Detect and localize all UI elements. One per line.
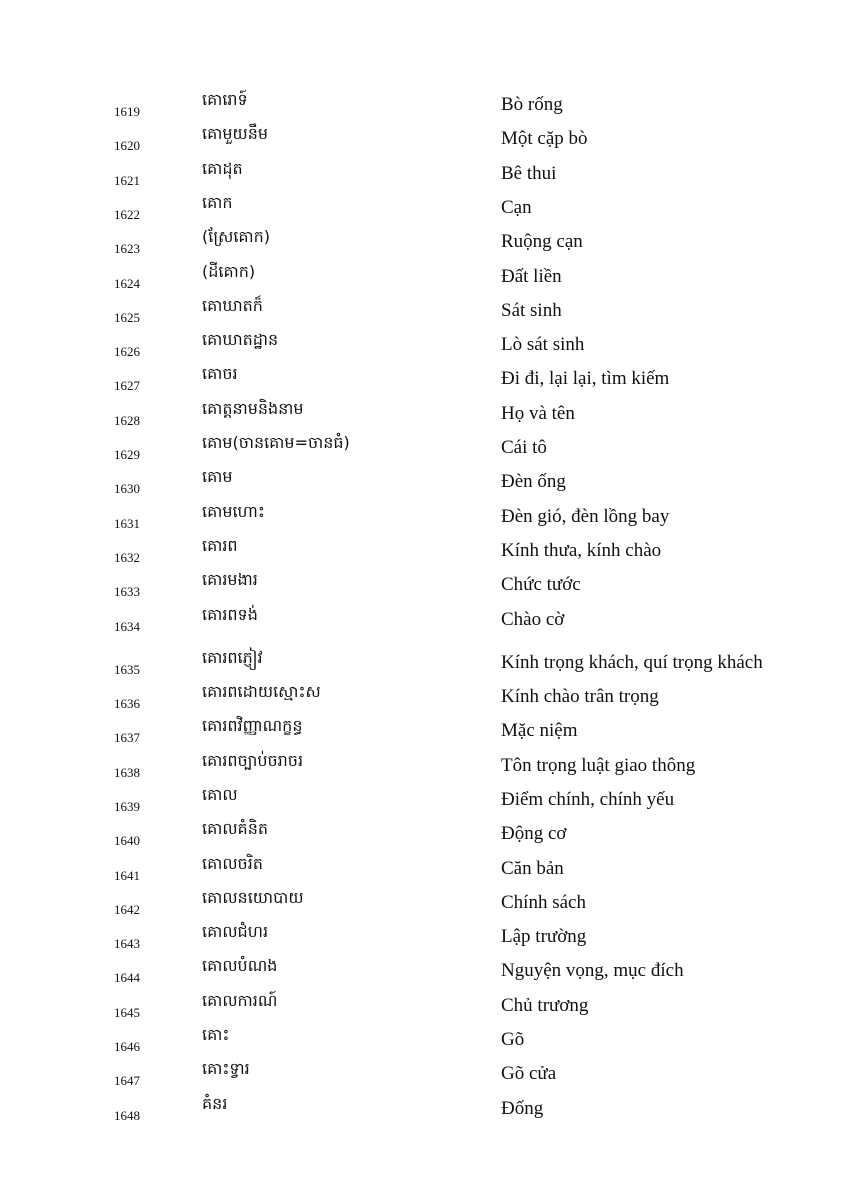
list-item [0, 922, 848, 956]
vietnamese-translation: Kính chào trân trọng [501, 686, 659, 707]
list-item [0, 502, 848, 536]
list-item [0, 716, 848, 750]
list-item [0, 124, 848, 158]
entry-number: 1632 [114, 550, 140, 565]
khmer-term: គោលនយោបាយ [202, 888, 304, 907]
entry-number: 1642 [114, 902, 140, 917]
entry-number: 1631 [114, 516, 140, 531]
list-item [0, 364, 848, 398]
entry-number: 1629 [114, 447, 140, 462]
list-item [0, 1059, 848, 1093]
list-item [0, 433, 848, 467]
khmer-term: គោលគំនិត [202, 819, 269, 838]
list-item [0, 159, 848, 193]
entry-number: 1645 [114, 1005, 140, 1020]
list-item [0, 536, 848, 570]
entry-number: 1623 [114, 241, 140, 256]
vietnamese-translation: Bò rống [501, 94, 563, 115]
khmer-term: គោត្តនាមនិងនាម [202, 399, 304, 418]
vietnamese-translation: Chính sách [501, 892, 586, 913]
list-item [0, 399, 848, 433]
vietnamese-translation: Tôn trọng luật giao thông [501, 755, 696, 776]
list-item [0, 1025, 848, 1059]
khmer-term: (ដីគោក) [202, 262, 256, 281]
entry-number: 1648 [114, 1108, 140, 1123]
khmer-term: គោរពវិញ្ញាណក្ខន្ធ [202, 716, 303, 735]
list-item [0, 570, 848, 604]
khmer-term: គោមួយនឹម [202, 124, 269, 143]
khmer-term: គោក [202, 193, 233, 212]
list-item [0, 262, 848, 296]
entry-number: 1636 [114, 696, 140, 711]
entry-number: 1625 [114, 310, 140, 325]
entry-number: 1641 [114, 868, 140, 883]
khmer-term: គោរោទ៍ [202, 90, 248, 109]
entry-number: 1630 [114, 481, 140, 496]
khmer-term: គោម [202, 467, 233, 486]
khmer-term: គោល [202, 785, 238, 804]
list-item [0, 888, 848, 922]
khmer-term: គោឃាតក៏ [202, 296, 263, 315]
entry-number: 1633 [114, 584, 140, 599]
khmer-term: គោម(ចានគោម=ចានធំ) [202, 433, 350, 452]
vietnamese-translation: Lập trường [501, 926, 587, 947]
khmer-term: គោចរ [202, 364, 238, 383]
entry-number: 1646 [114, 1039, 140, 1054]
vietnamese-translation: Căn bản [501, 858, 564, 879]
entry-number: 1639 [114, 799, 140, 814]
khmer-term: គោឃាតដ្ឋាន [202, 330, 279, 349]
vietnamese-translation: Đi đi, lại lại, tìm kiếm [501, 368, 670, 389]
vietnamese-translation: Điểm chính, chính yếu [501, 789, 675, 810]
vietnamese-translation: Kính trọng khách, quí trọng khách [501, 652, 763, 673]
list-item [0, 648, 848, 682]
list-item [0, 819, 848, 853]
khmer-term: គោះទ្វារ [202, 1059, 250, 1078]
khmer-term: គោដុត [202, 159, 243, 178]
entry-number: 1622 [114, 207, 140, 222]
list-item [0, 751, 848, 785]
vietnamese-translation: Chào cờ [501, 609, 565, 630]
entry-number: 1619 [114, 104, 140, 119]
list-item [0, 682, 848, 716]
vietnamese-translation: Chủ trương [501, 995, 589, 1016]
entry-number: 1620 [114, 138, 140, 153]
khmer-term: គំនរ [202, 1094, 228, 1113]
entry-number: 1644 [114, 970, 140, 985]
entry-number: 1635 [114, 662, 140, 677]
entry-number: 1624 [114, 276, 140, 291]
list-item [0, 1094, 848, 1128]
vietnamese-translation: Bê thui [501, 163, 557, 184]
khmer-term: គោរពច្បាប់ចរាចរ [202, 751, 304, 770]
vietnamese-translation: Họ và tên [501, 403, 575, 424]
entry-number: 1640 [114, 833, 140, 848]
vietnamese-translation: Kính thưa, kính chào [501, 540, 662, 561]
vietnamese-translation: Mặc niệm [501, 720, 578, 741]
list-item [0, 227, 848, 261]
khmer-term: គោរមងារ [202, 570, 258, 589]
vietnamese-translation: Sát sinh [501, 300, 562, 321]
list-item [0, 854, 848, 888]
entry-number: 1634 [114, 619, 140, 634]
vietnamese-translation: Chức tước [501, 574, 581, 595]
list-item [0, 90, 848, 124]
vietnamese-translation: Lò sát sinh [501, 334, 585, 355]
khmer-term: គោលការណ៍ [202, 991, 278, 1010]
khmer-term: (ស្រែគោក) [202, 227, 271, 246]
entry-number: 1627 [114, 378, 140, 393]
list-item [0, 605, 848, 639]
vietnamese-translation: Động cơ [501, 823, 567, 844]
vietnamese-translation: Một cặp bò [501, 128, 588, 149]
khmer-term: គោលជំហរ [202, 922, 269, 941]
entry-number: 1621 [114, 173, 140, 188]
khmer-term: គោមហោះ [202, 502, 265, 521]
entry-number: 1626 [114, 344, 140, 359]
entry-number: 1628 [114, 413, 140, 428]
vietnamese-translation: Gõ cửa [501, 1063, 557, 1084]
list-item [0, 991, 848, 1025]
list-item [0, 956, 848, 990]
vietnamese-translation: Đất liền [501, 266, 562, 287]
list-item [0, 785, 848, 819]
khmer-term: គោរព [202, 536, 238, 555]
vietnamese-translation: Cái tô [501, 437, 547, 458]
list-item [0, 330, 848, 364]
khmer-term: គោះ [202, 1025, 230, 1044]
list-item [0, 296, 848, 330]
vietnamese-translation: Ruộng cạn [501, 231, 583, 252]
entry-number: 1637 [114, 730, 140, 745]
entry-number: 1638 [114, 765, 140, 780]
vietnamese-translation: Đống [501, 1098, 544, 1119]
vietnamese-translation: Cạn [501, 197, 532, 218]
entry-number: 1647 [114, 1073, 140, 1088]
vietnamese-translation: Nguyện vọng, mục đích [501, 960, 684, 981]
khmer-term: គោរពដោយស្មោះស [202, 682, 321, 701]
khmer-term: គោរពភ្ញៀវ [202, 648, 263, 667]
khmer-term: គោរពទង់ [202, 605, 258, 624]
vietnamese-translation: Đèn gió, đèn lồng bay [501, 506, 670, 527]
list-item [0, 193, 848, 227]
khmer-term: គោលបំណង [202, 956, 278, 975]
khmer-term: គោលចរិត [202, 854, 263, 873]
entry-number: 1643 [114, 936, 140, 951]
vietnamese-translation: Gõ [501, 1029, 525, 1050]
list-item [0, 467, 848, 501]
vietnamese-translation: Đèn ống [501, 471, 566, 492]
